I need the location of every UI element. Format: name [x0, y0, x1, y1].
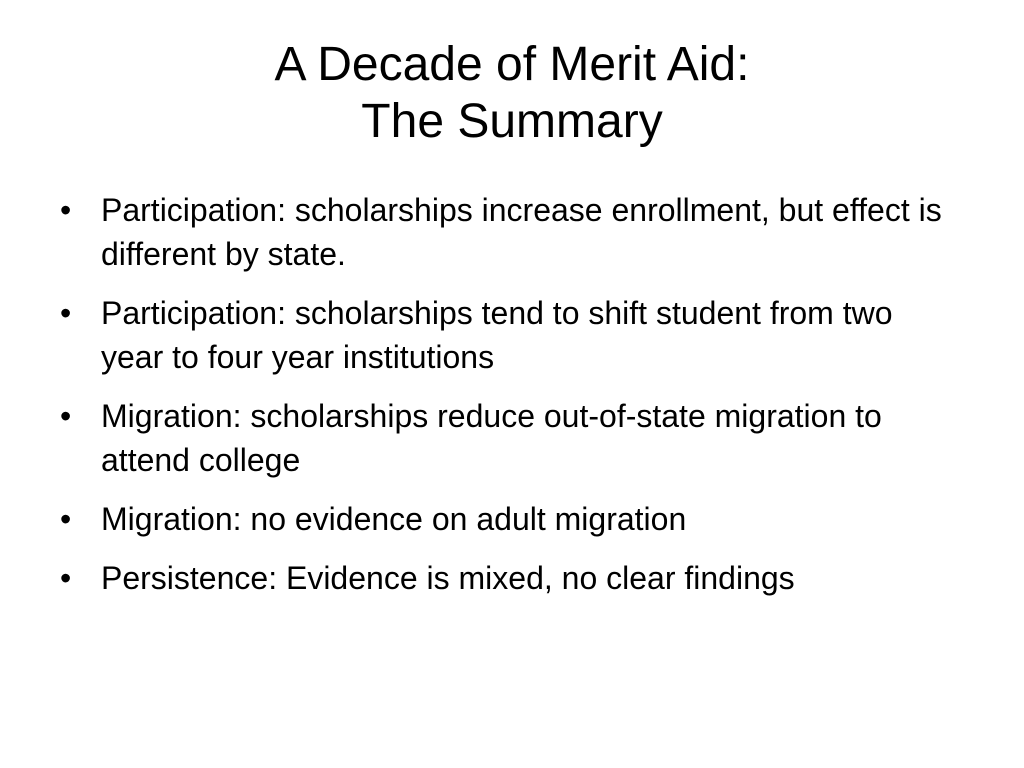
bullet-text: Migration: scholarships reduce out-of-state migration to attend college [101, 398, 882, 478]
bullet-icon: • [60, 398, 72, 434]
bullet-text: Migration: no evidence on adult migration [101, 501, 687, 537]
bullet-item [60, 394, 960, 482]
title-line-2: The Summary [361, 95, 663, 148]
slide-title [0, 36, 1024, 150]
bullet-icon: • [60, 295, 72, 331]
bullet-text: Persistence: Evidence is mixed, no clear findings [101, 560, 795, 596]
title-line-1: A Decade of Merit Aid: [274, 38, 750, 91]
bullet-item [60, 188, 960, 276]
bullet-item [60, 556, 960, 600]
bullet-icon: • [60, 560, 72, 596]
bullet-text: Participation: scholarships increase enrollment, but effect is different by state. [101, 192, 942, 272]
bullet-item [60, 497, 960, 541]
bullet-icon: • [60, 501, 72, 537]
bullet-list [60, 188, 960, 600]
bullet-icon: • [60, 192, 72, 228]
bullet-item [60, 291, 960, 379]
bullet-text: Participation: scholarships tend to shift student from two year to four year institutions [101, 295, 893, 375]
